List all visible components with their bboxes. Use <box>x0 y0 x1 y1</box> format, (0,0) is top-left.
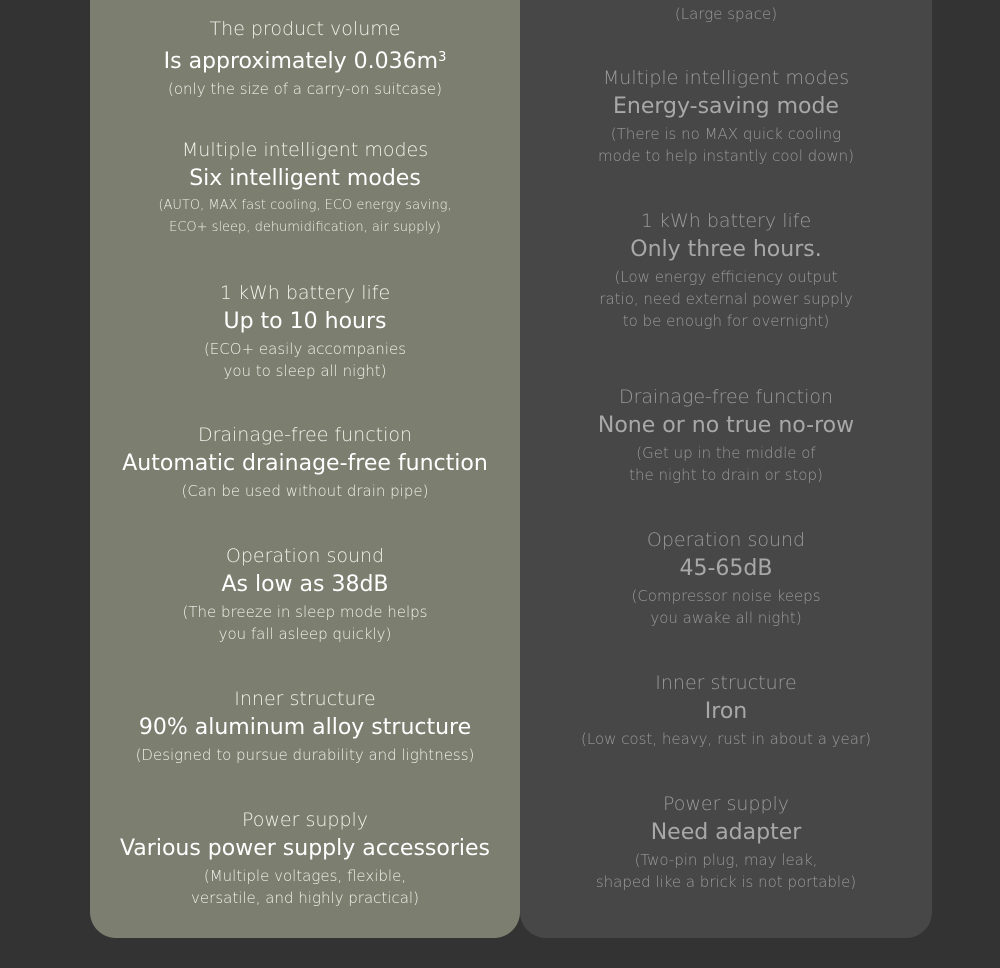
volume-headline: Is approximately $0.036m^3$ <box>163 49 447 74</box>
volume-note-competitor: (Large space) <box>674 5 778 23</box>
sound-note-line2: you fall asleep quickly) <box>218 625 392 643</box>
sound-section <box>90 543 520 645</box>
power-note-line1: (Multiple voltages, flexible, <box>203 867 407 885</box>
power-label-competitor: Power supply <box>662 793 790 815</box>
power-section <box>90 807 520 909</box>
modes-section <box>90 137 520 239</box>
sound-note-line1: (The breeze in sleep mode helps <box>182 603 428 621</box>
volume-section <box>90 16 520 100</box>
battery-note-line2-competitor: ratio, need external power supply <box>599 290 853 308</box>
battery-headline-competitor: Only three hours. <box>630 237 822 262</box>
drainage-headline-competitor: None or no true no-row <box>597 413 855 438</box>
structure-headline: 90% aluminum alloy structure <box>138 715 472 740</box>
structure-label-competitor: Inner structure <box>655 672 797 694</box>
battery-note-line1-competitor: (Low energy efficiency output <box>614 268 838 286</box>
structure-label: Inner structure <box>234 688 376 710</box>
drainage-label-competitor: Drainage-free function <box>618 386 834 408</box>
modes-note-line2: ECO+ sleep, dehumidification, air supply) <box>169 220 441 235</box>
structure-note: (Designed to pursue durability and lightness) <box>135 746 475 764</box>
power-note-line1-competitor: (Two-pin plug, may leak, <box>634 851 818 869</box>
drainage-section-competitor <box>520 384 932 486</box>
volume-note: (only the size of a carry-on suitcase) <box>167 80 442 98</box>
volume-section-competitor <box>520 3 932 25</box>
drainage-note-line1-competitor: (Get up in the middle of <box>636 444 816 462</box>
structure-section <box>90 686 520 766</box>
volume-superscript: 3 <box>438 50 447 65</box>
drainage-headline: Automatic drainage-free function <box>122 451 488 476</box>
product-column <box>90 0 520 938</box>
sound-label: Operation sound <box>225 545 385 567</box>
volume-label: The product volume <box>209 18 401 40</box>
battery-section-competitor <box>520 208 932 332</box>
drainage-note-line2-competitor: the night to drain or stop) <box>629 466 823 484</box>
sound-note-line2-competitor: you awake all night) <box>650 609 802 627</box>
competitor-column <box>520 0 932 938</box>
power-section-competitor <box>520 791 932 893</box>
modes-label: Multiple intelligent modes <box>181 139 429 161</box>
structure-note-competitor: (Low cost, heavy, rust in about a year) <box>581 730 871 748</box>
drainage-note: (Can be used without drain pipe) <box>181 482 429 500</box>
sound-headline-competitor: 45-65dB <box>679 556 773 581</box>
power-note-line2: versatile, and highly practical) <box>191 889 419 907</box>
sound-note-line1-competitor: (Compressor noise keeps <box>631 587 821 605</box>
modes-headline: Six intelligent modes <box>189 166 421 191</box>
battery-note-line1: (ECO+ easily accompanies <box>203 340 407 358</box>
modes-note-line2-competitor: mode to help instantly cool down) <box>598 147 854 165</box>
modes-note-line1: (AUTO, MAX fast cooling, ECO energy saving, <box>158 198 452 213</box>
battery-section <box>90 280 520 382</box>
battery-label: 1 kWh battery life <box>219 282 391 304</box>
modes-label-competitor: Multiple intelligent modes <box>602 67 850 89</box>
battery-note-line2: you to sleep all night) <box>223 362 387 380</box>
modes-note-line1-competitor: (There is no MAX quick cooling <box>610 125 842 143</box>
drainage-section <box>90 422 520 502</box>
sound-section-competitor <box>520 527 932 629</box>
power-headline: Various power supply accessories <box>119 836 491 861</box>
power-headline-competitor: Need adapter <box>650 820 802 845</box>
power-note-line2-competitor: shaped like a brick is not portable) <box>595 873 857 891</box>
power-label: Power supply <box>241 809 369 831</box>
modes-headline-competitor: Energy-saving mode <box>613 94 839 119</box>
drainage-label: Drainage-free function <box>197 424 413 446</box>
battery-headline: Up to 10 hours <box>223 309 387 334</box>
battery-label-competitor: 1 kWh battery life <box>640 210 812 232</box>
modes-section-competitor <box>520 65 932 167</box>
battery-note-line3-competitor: to be enough for overnight) <box>622 312 830 330</box>
structure-section-competitor <box>520 670 932 750</box>
structure-headline-competitor: Iron <box>704 699 748 724</box>
sound-headline: As low as 38dB <box>221 572 389 597</box>
sound-label-competitor: Operation sound <box>646 529 806 551</box>
